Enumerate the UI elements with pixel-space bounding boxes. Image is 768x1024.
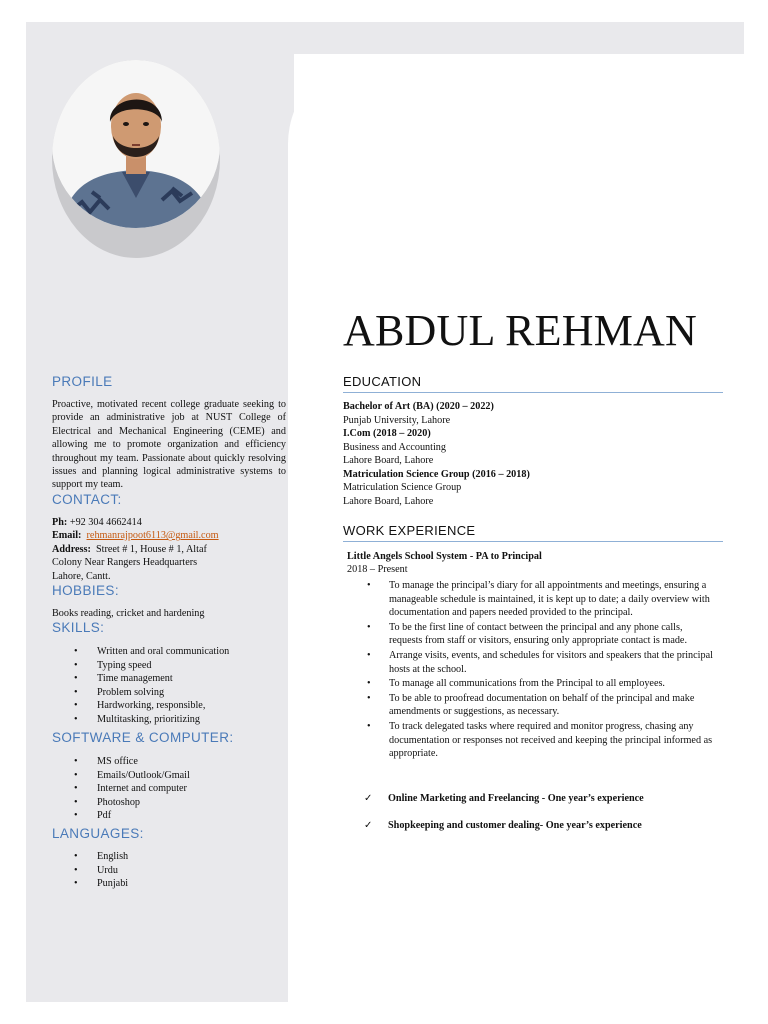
list-item: • Problem solving bbox=[52, 686, 229, 700]
degree-title: Bachelor of Art (BA) (2020 – 2022) bbox=[343, 401, 494, 412]
skills-heading: SKILLS: bbox=[52, 620, 105, 635]
contact-heading: CONTACT: bbox=[52, 492, 122, 507]
list-item: • Pdf bbox=[52, 809, 190, 823]
education-detail: Matriculation Science Group bbox=[343, 482, 462, 493]
list-item: • Typing speed bbox=[52, 659, 229, 673]
list-item: • Emails/Outlook/Gmail bbox=[52, 769, 190, 783]
profile-text: Proactive, motivated recent college graduate seeking to provide an administrative job at NUST College of Electrical and Mechanical Engineering (CEME) and allowing me to promote organization and efficiency throughout my team. Passionate about quickly resolving issues and planning logical administrative systems to support my team. bbox=[52, 399, 286, 491]
photo-frame bbox=[52, 60, 220, 258]
degree-title: I.Com (2018 – 2020) bbox=[343, 428, 431, 439]
portrait-illustration bbox=[52, 60, 220, 228]
duties-list bbox=[343, 579, 715, 762]
address-line2: Colony Near Rangers Headquarters bbox=[52, 557, 198, 569]
address-line bbox=[52, 543, 286, 556]
address-line1: Street # 1, House # 1, Altaf bbox=[95, 543, 207, 555]
education-heading: EDUCATION bbox=[343, 374, 422, 389]
phone-value: +92 304 4662414 bbox=[69, 517, 142, 528]
list-item: • Photoshop bbox=[52, 796, 190, 810]
address-label: Address: bbox=[52, 543, 91, 555]
work-heading: WORK EXPERIENCE bbox=[343, 523, 476, 538]
education-degree bbox=[343, 468, 723, 482]
education-detail: Business and Accounting bbox=[343, 441, 446, 453]
education-divider bbox=[343, 392, 723, 393]
education-detail: Lahore Board, Lahore bbox=[343, 495, 434, 507]
list-item: • Time management bbox=[52, 672, 229, 686]
skills-list bbox=[52, 645, 229, 727]
education-detail: Punjab University, Lahore bbox=[343, 414, 451, 426]
address-line3: Lahore, Cantt. bbox=[52, 570, 111, 582]
list-item: • Punjabi bbox=[52, 877, 128, 891]
checkmark-icon: ✓ bbox=[364, 820, 373, 831]
extra-experience-text: Shopkeeping and customer dealing- One year’s experience bbox=[388, 820, 642, 831]
profile-photo bbox=[52, 60, 220, 228]
extra-experience bbox=[364, 793, 644, 804]
list-item: • Multitasking, prioritizing bbox=[52, 713, 229, 727]
contact-block bbox=[52, 516, 286, 583]
degree-title: Matriculation Science Group (2016 – 2018) bbox=[343, 468, 530, 480]
list-item: • English bbox=[52, 850, 128, 864]
job-date: 2018 – Present bbox=[347, 564, 408, 575]
email-label: Email: bbox=[52, 530, 82, 542]
list-item: • To track delegated tasks where required and monitor progress, chasing any documentation or responses not received and keeping the principal informed as appropriate. bbox=[343, 720, 715, 761]
resume-name: ABDUL REHMAN bbox=[343, 306, 697, 355]
work-divider bbox=[343, 541, 723, 542]
email-line bbox=[52, 529, 286, 542]
list-item: • MS office bbox=[52, 755, 190, 769]
checkmark-icon: ✓ bbox=[364, 793, 373, 804]
education-list bbox=[343, 400, 723, 508]
job-title: Little Angels School System - PA to Principal bbox=[347, 551, 542, 562]
languages-heading: LANGUAGES: bbox=[52, 826, 144, 841]
education-degree bbox=[343, 427, 723, 441]
list-item: • To manage all communications from the Principal to all employees. bbox=[343, 677, 715, 691]
list-item: • To be able to proofread documentation on behalf of the principal and make amendments or suggestions, as necessary. bbox=[343, 692, 715, 719]
list-item: • To manage the principal’s diary for all appointments and meetings, ensuring a manageable schedule is maintained, it is kept up to date; a daily overview with documentation and papers needed provided to the principal. bbox=[343, 579, 715, 620]
languages-list bbox=[52, 850, 128, 891]
list-item: • Arrange visits, events, and schedules for visitors and speakers that the principal hosts at the school. bbox=[343, 649, 715, 676]
hobbies-heading: HOBBIES: bbox=[52, 583, 119, 598]
software-heading: SOFTWARE & COMPUTER: bbox=[52, 730, 234, 745]
hobbies-text: Books reading, cricket and hardening bbox=[52, 608, 205, 619]
extra-experience-text: Online Marketing and Freelancing - One year’s experience bbox=[388, 793, 644, 804]
list-item: • Hardworking, responsible, bbox=[52, 699, 229, 713]
phone-line bbox=[52, 516, 286, 529]
phone-label: Ph: bbox=[52, 517, 68, 528]
list-item: • Internet and computer bbox=[52, 782, 190, 796]
education-degree bbox=[343, 400, 723, 414]
software-list bbox=[52, 755, 190, 823]
education-detail: Lahore Board, Lahore bbox=[343, 455, 434, 466]
profile-heading: PROFILE bbox=[52, 374, 113, 389]
list-item: • Urdu bbox=[52, 864, 128, 878]
list-item: • To be the first line of contact between the principal and any phone calls, requests from staff or visitors, ensuring only appropriate contact is made. bbox=[343, 621, 715, 648]
top-band bbox=[26, 22, 744, 54]
email-link[interactable]: rehmanrajpoot6113@gmail.com bbox=[86, 530, 219, 542]
list-item: • Written and oral communication bbox=[52, 645, 229, 659]
extra-experience bbox=[364, 820, 642, 831]
